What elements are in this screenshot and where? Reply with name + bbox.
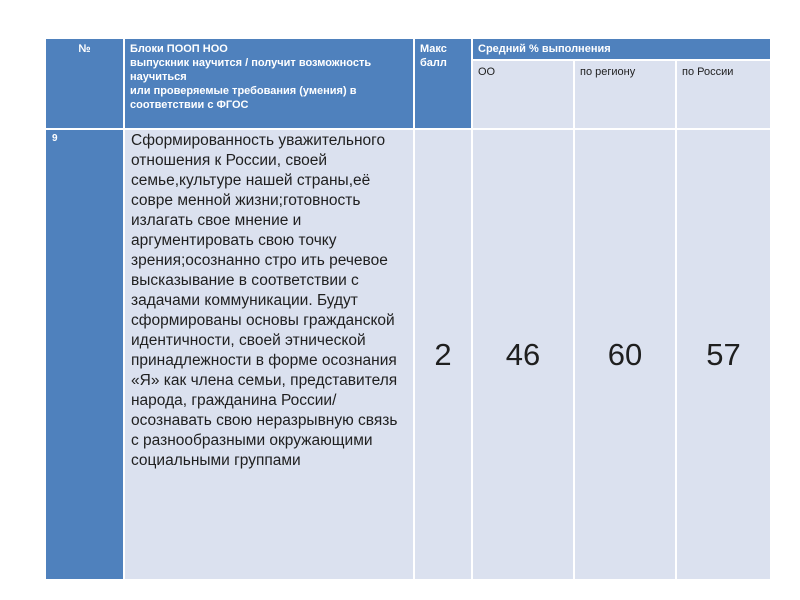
row-oo-percent: 46 [473,130,573,579]
subheader-oo: ОО [473,61,573,128]
results-table [46,39,770,579]
header-num: № [46,39,123,128]
row-max-score: 2 [415,130,471,579]
header-avg-percent: Средний % выполнения [473,39,770,59]
row-russia-percent: 57 [677,130,770,579]
header-block: Блоки ПООП НОО выпускник научится / получит возможность научиться или проверяемые требования (умения) в соответствии с ФГОС [125,39,413,128]
row-number: 9 [46,130,123,579]
row-region-percent: 60 [575,130,675,579]
header-max-score: Макс балл [415,39,471,128]
subheader-region: по региону [575,61,675,128]
subheader-russia: по России [677,61,770,128]
row-description: Сформированность уважительного отношения к России, своей семье,культуре нашей страны,её совре менной жизни;готовность излагать свое мнение и аргументировать свою точку зрения;осознанно стро ить речевое высказывание в соответствии с задачами коммуникации. Будут сформированы основы гражданской идентичности, своей этнической принадлежности в форме осознания «Я» как члена семьи, представителя народа, гражданина России/ осознавать свою неразрывную связь с разнообразными окружающими социальными группами [125,130,413,579]
